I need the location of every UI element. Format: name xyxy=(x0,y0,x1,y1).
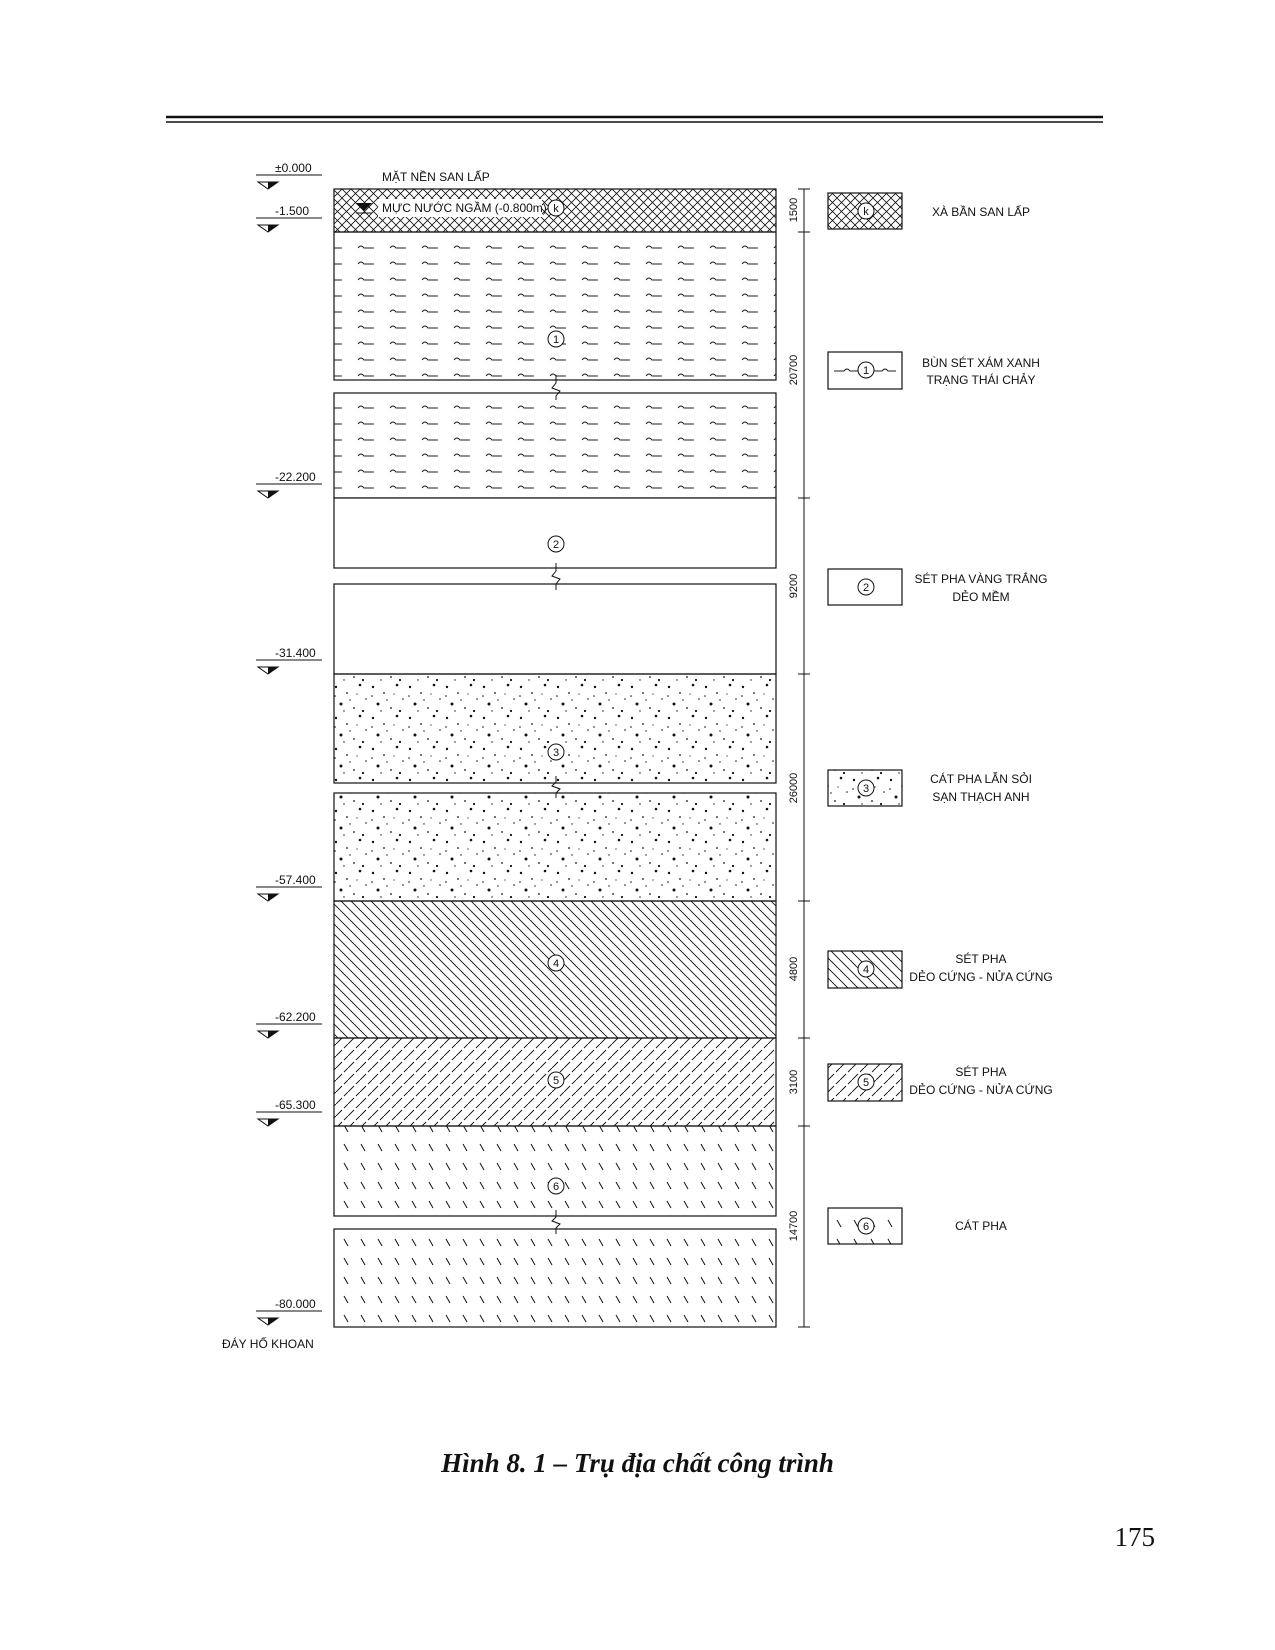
water-layer-tag: k xyxy=(553,203,559,215)
elevation-label-e6: -65.300 xyxy=(275,1098,316,1112)
layer-4 xyxy=(334,901,776,1038)
legend-label-2-line2: DẺO MỀM xyxy=(952,590,1010,604)
elevation-marker-e3 xyxy=(256,646,322,674)
layer-1-upper xyxy=(334,232,776,380)
legend xyxy=(828,193,1053,1244)
water-level-label: MỰC NƯỚC NGẦM (-0.800m) xyxy=(382,201,547,215)
legend-label-2-line1: SÉT PHA VÀNG TRẮNG xyxy=(914,572,1048,586)
layer-2-lower xyxy=(334,584,776,674)
layer-6 xyxy=(334,1126,776,1327)
elevation-marker-e5 xyxy=(256,1010,322,1038)
legend-item-1 xyxy=(828,352,1040,389)
layer-1 xyxy=(334,232,776,498)
layer-6-upper xyxy=(334,1126,776,1216)
legend-item-3 xyxy=(828,770,1032,806)
surface-label: MẶT NỀN SAN LẤP xyxy=(382,170,490,184)
layer-5 xyxy=(334,1038,776,1126)
thickness-dimension xyxy=(788,189,810,1327)
legend-item-5 xyxy=(828,1064,1053,1101)
elevation-markers xyxy=(222,161,322,1351)
elevation-marker-e1 xyxy=(256,204,322,232)
elevation-marker-e6 xyxy=(256,1098,322,1126)
legend-item-6 xyxy=(828,1208,1007,1244)
bottom-label: ĐÁY HỐ KHOAN xyxy=(222,1337,314,1351)
layer-2-tag: 2 xyxy=(552,539,560,551)
legend-tag-k: k xyxy=(863,206,869,218)
layer-1-lower xyxy=(334,393,776,498)
layer-4-tag: 4 xyxy=(552,958,560,970)
legend-label-4-line1: SÉT PHA xyxy=(955,952,1007,966)
legend-label-3-line2: SẠN THẠCH ANH xyxy=(932,790,1030,804)
thickness-3: 26000 xyxy=(788,772,800,804)
legend-item-2 xyxy=(828,569,1047,605)
layer-3 xyxy=(334,674,776,901)
legend-label-k-line1: XÀ BẦN SAN LẤP xyxy=(931,205,1031,219)
soil-column xyxy=(334,189,776,1327)
legend-label-5-line2: DẺO CỨNG - NỬA CỨNG xyxy=(909,1083,1053,1097)
layer-5-tag: 5 xyxy=(552,1075,560,1087)
elevation-label-e3: -31.400 xyxy=(275,646,316,660)
header-rule xyxy=(166,117,1103,122)
legend-label-1-line1: BÙN SÉT XÁM XANH xyxy=(922,356,1040,370)
page-number: 175 xyxy=(1114,1522,1155,1552)
elevation-label-e2: -22.200 xyxy=(275,470,316,484)
elevation-label-e7: -80.000 xyxy=(275,1297,316,1311)
layer-3-upper xyxy=(334,674,776,783)
legend-label-5-line1: SÉT PHA xyxy=(955,1065,1007,1079)
legend-item-k xyxy=(828,193,1030,229)
elevation-label-e1: -1.500 xyxy=(275,204,310,218)
layer-1-tag: 1 xyxy=(552,334,560,346)
legend-tag-1: 1 xyxy=(862,365,870,377)
thickness-6: 14700 xyxy=(788,1210,800,1242)
legend-label-1-line2: TRẠNG THÁI CHẢY xyxy=(926,373,1036,387)
legend-tag-4: 4 xyxy=(862,964,870,976)
layer-2 xyxy=(334,498,776,674)
elevation-label-e5: -62.200 xyxy=(275,1010,316,1024)
legend-label-4-line2: DẺO CỨNG - NỬA CỨNG xyxy=(909,970,1053,984)
thickness-1: 20700 xyxy=(788,354,800,386)
elevation-label-e0: ±0.000 xyxy=(275,161,312,175)
layer-2-upper xyxy=(334,498,776,568)
layer-k xyxy=(334,189,776,232)
legend-label-3-line1: CÁT PHA LẪN SỎI xyxy=(930,772,1032,786)
legend-tag-6: 6 xyxy=(862,1221,870,1233)
figure-caption: Hình 8. 1 – Trụ địa chất công trình xyxy=(441,1448,834,1478)
thickness-k: 1500 xyxy=(788,197,800,223)
elevation-marker-e7 xyxy=(256,1297,322,1325)
elevation-marker-e4 xyxy=(256,873,322,901)
layer-6-tag: 6 xyxy=(552,1181,560,1193)
thickness-5: 3100 xyxy=(788,1069,800,1095)
legend-tag-2: 2 xyxy=(862,582,870,594)
thickness-4: 4800 xyxy=(788,956,800,982)
elevation-marker-e2 xyxy=(256,470,322,498)
layer-6-lower xyxy=(334,1229,776,1327)
elevation-marker-e0 xyxy=(256,161,322,189)
legend-tag-3: 3 xyxy=(862,783,870,795)
thickness-2: 9200 xyxy=(788,573,800,599)
layer-3-tag: 3 xyxy=(552,747,560,759)
layer-3-lower xyxy=(334,793,776,901)
legend-label-6-line1: CÁT PHA xyxy=(955,1219,1007,1233)
legend-item-4 xyxy=(828,951,1053,988)
legend-tag-5: 5 xyxy=(862,1077,870,1089)
elevation-label-e4: -57.400 xyxy=(275,873,316,887)
